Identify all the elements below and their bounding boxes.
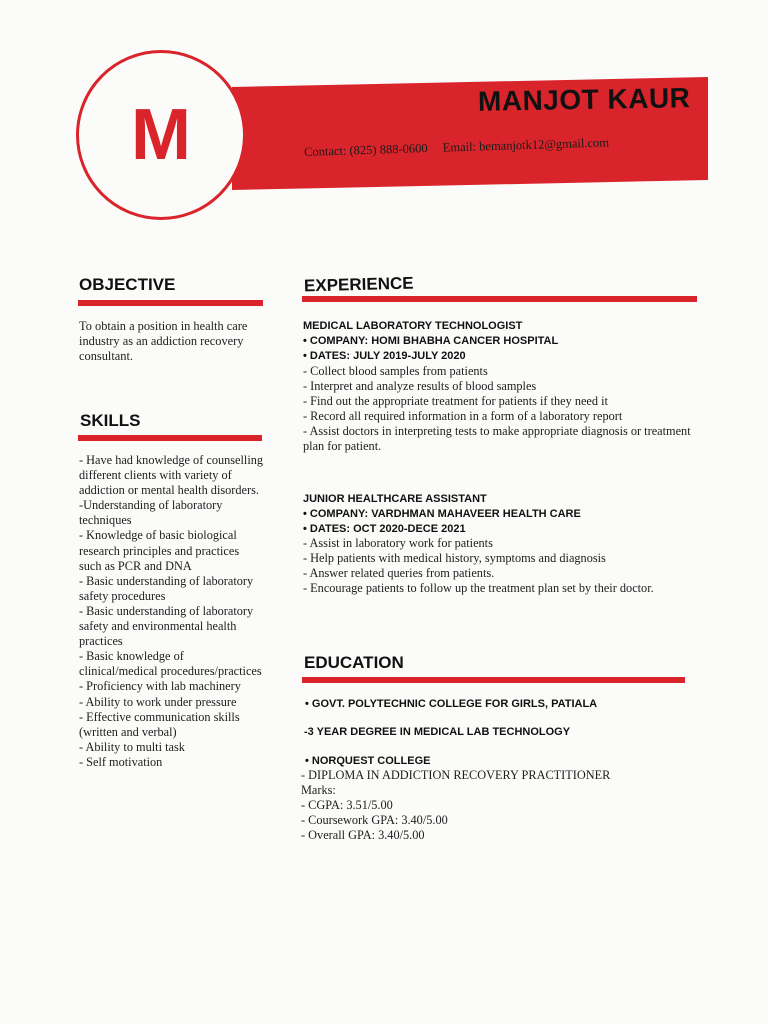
education-detail-list (301, 768, 701, 843)
job-1-role: MEDICAL LABORATORY TECHNOLOGIST (303, 320, 523, 332)
monogram-circle (76, 50, 246, 220)
duty-item: - Encourage patients to follow up the treatment plan set by their doctor. (303, 581, 654, 596)
skill-item: - Proficiency with lab machinery (79, 679, 241, 694)
duty-item: - Interpret and analyze results of blood samples (303, 379, 537, 394)
education-divider (302, 677, 685, 683)
skill-item: - Basic understanding of laboratory safety procedures (79, 573, 254, 603)
duty-item: - Assist doctors in interpreting tests to make appropriate diagnosis or treatment plan for patient. (303, 424, 691, 454)
job-1-duties (303, 364, 703, 455)
contact-email: Email: bemanjotk12@gmail.com (442, 135, 610, 155)
job-1-dates: • DATES: JULY 2019-JULY 2020 (303, 350, 466, 362)
education-school-2: • NORQUEST COLLEGE (305, 755, 431, 767)
skill-item: - Self motivation (79, 754, 163, 769)
duty-item: - Answer related queries from patients. (303, 566, 495, 581)
contact-phone: Contact: (825) 888-0600 (303, 141, 428, 159)
skill-item: - Ability to work under pressure (79, 694, 237, 709)
education-degree-2: - DIPLOMA IN ADDICTION RECOVERY PRACTITIONER (301, 768, 611, 782)
experience-heading: EXPERIENCE (303, 273, 414, 296)
candidate-name: MANJOT KAUR (477, 82, 691, 117)
skill-item: - Basic knowledge of clinical/medical procedures/practices (79, 649, 262, 679)
education-heading: EDUCATION (304, 653, 404, 672)
skill-item: - Knowledge of basic biological research principles and practices such as PCR and DNA (79, 528, 240, 573)
skill-item: -Understanding of laboratory techniques (79, 498, 223, 528)
job-2-dates: • DATES: OCT 2020-DECE 2021 (303, 523, 466, 535)
duty-item: - Record all required information in a form of a laboratory report (303, 409, 623, 424)
education-details (301, 768, 701, 843)
skill-item: - Ability to multi task (79, 739, 185, 754)
skill-item: - Effective communication skills (written and verbal) (79, 709, 240, 739)
skills-divider (78, 435, 262, 441)
skill-item: - Have had knowledge of counselling different clients with variety of addiction or mental health disorders. (79, 453, 264, 498)
objective-text: To obtain a position in health care industry as an addiction recovery consultant. (79, 319, 248, 364)
job-1 (303, 320, 703, 455)
marks-label: Marks: (301, 783, 336, 798)
duty-item: - Help patients with medical history, symptoms and diagnosis (303, 551, 606, 566)
job-2-company: • COMPANY: VARDHMAN MAHAVEER HEALTH CARE (303, 508, 581, 520)
education-degree-1: -3 YEAR DEGREE IN MEDICAL LAB TECHNOLOGY (304, 726, 571, 738)
job-2-role: JUNIOR HEALTHCARE ASSISTANT (303, 493, 487, 505)
duty-item: - Find out the appropriate treatment for patients if they need it (303, 394, 608, 409)
objective-heading: OBJECTIVE (79, 275, 176, 294)
skills-list (79, 453, 264, 770)
duty-item: - Collect blood samples from patients (303, 364, 488, 378)
experience-divider (302, 296, 697, 302)
job-2 (303, 493, 703, 596)
duty-item: - Assist in laboratory work for patients (303, 536, 493, 550)
skill-item: - Basic understanding of laboratory safety and environmental health practices (79, 603, 254, 649)
skills-heading: SKILLS (80, 411, 141, 430)
marks-item: - Overall GPA: 3.40/5.00 (301, 828, 425, 843)
monogram-letter: M (131, 95, 191, 175)
education-school-1: • GOVT. POLYTECHNIC COLLEGE FOR GIRLS, PATIALA (305, 698, 598, 710)
marks-item: - Coursework GPA: 3.40/5.00 (301, 813, 448, 828)
job-1-company: • COMPANY: HOMI BHABHA CANCER HOSPITAL (303, 335, 559, 347)
job-2-duties (303, 536, 703, 596)
marks-item: - CGPA: 3.51/5.00 (301, 798, 393, 813)
objective-divider (78, 300, 263, 306)
